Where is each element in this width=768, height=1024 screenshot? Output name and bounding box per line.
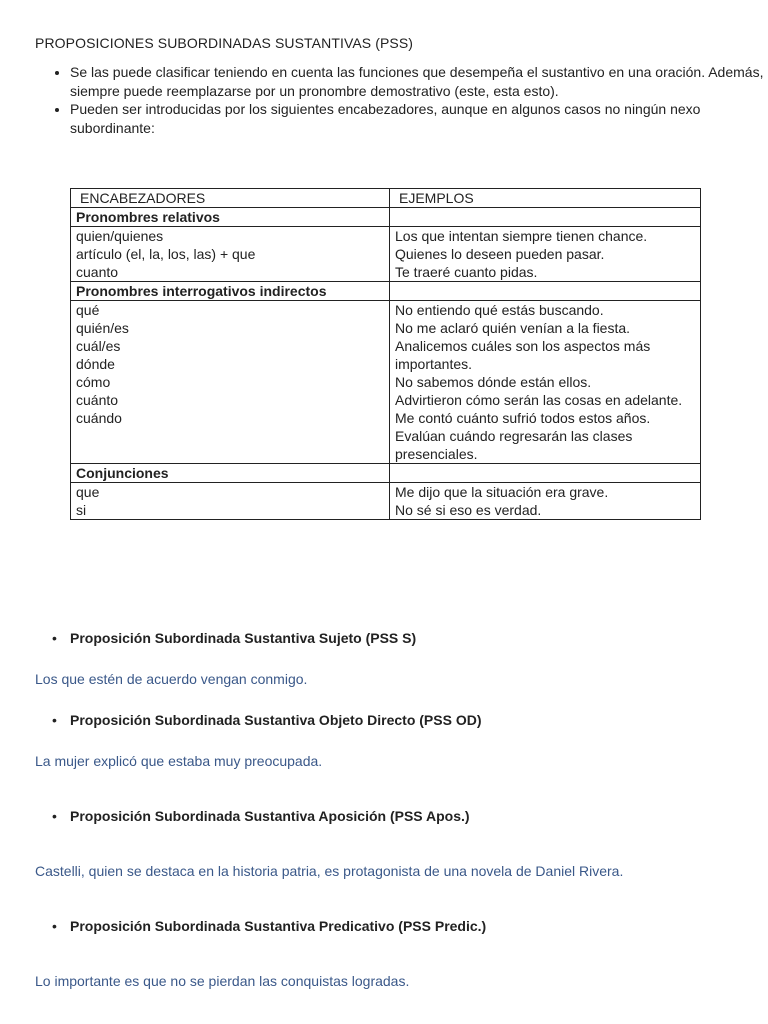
group-name: Pronombres relativos	[71, 208, 390, 227]
encabezadores-cell	[71, 301, 390, 464]
encabezador: quien/quienes	[76, 228, 164, 244]
group-empty-cell	[390, 282, 701, 301]
group-empty-cell	[390, 464, 701, 483]
group-empty-cell	[390, 208, 701, 227]
table-row	[71, 483, 701, 520]
group-row-conjunciones	[71, 464, 701, 483]
bullet-icon: •	[52, 630, 57, 646]
type-heading-text: Proposición Subordinada Sustantiva Objeto Directo (PSS OD)	[70, 712, 482, 728]
ejemplo: Analicemos cuáles son los aspectos más importantes.	[395, 338, 651, 372]
encabezadores-table	[70, 188, 701, 520]
encabezador: si	[76, 502, 87, 518]
encabezador: cuál/es	[76, 338, 121, 354]
type-example-aposicion: Castelli, quien se destaca en la historia patria, es protagonista de una novela de Daniel Rivera.	[35, 863, 624, 879]
ejemplos-cell	[390, 227, 701, 282]
type-example-objeto-directo: La mujer explicó que estaba muy preocupada.	[35, 753, 323, 769]
type-example-predicativo: Lo importante es que no se pierdan las conquistas logradas.	[35, 973, 410, 989]
ejemplo: Advirtieron cómo serán las cosas en adelante.	[395, 392, 683, 408]
ejemplo: Me contó cuánto sufrió todos estos años.	[395, 410, 651, 426]
bullet-icon: •	[52, 712, 57, 728]
table-header-row	[71, 189, 701, 208]
type-heading-sujeto	[52, 630, 416, 646]
page-title: PROPOSICIONES SUBORDINADAS SUSTANTIVAS (PSS)	[35, 35, 414, 51]
ejemplo: No sé si eso es verdad.	[395, 502, 542, 518]
encabezador: artículo (el, la, los, las) + que	[76, 246, 256, 262]
ejemplos-cell	[390, 483, 701, 520]
type-heading-predicativo	[52, 918, 486, 934]
ejemplo: No me aclaró quién venían a la fiesta.	[395, 320, 631, 336]
encabezador: dónde	[76, 356, 115, 372]
ejemplo: Evalúan cuándo regresarán las clases presenciales.	[395, 428, 633, 462]
ejemplo: No entiendo qué estás buscando.	[395, 302, 604, 318]
encabezador: que	[76, 484, 100, 500]
type-heading-text: Proposición Subordinada Sustantiva Sujeto (PSS S)	[70, 630, 417, 646]
encabezador: qué	[76, 302, 100, 318]
encabezador: quién/es	[76, 320, 129, 336]
encabezador: cuanto	[76, 264, 119, 280]
group-name: Conjunciones	[71, 464, 390, 483]
type-heading-objeto-directo	[52, 712, 482, 728]
group-row-pronombres-interrogativos	[71, 282, 701, 301]
encabezador: cómo	[76, 374, 111, 390]
bullet-icon: •	[52, 918, 57, 934]
type-example-sujeto: Los que estén de acuerdo vengan conmigo.	[35, 671, 308, 687]
bullet-icon: •	[52, 808, 57, 824]
encabezadores-cell	[71, 483, 390, 520]
table-row	[71, 301, 701, 464]
group-name: Pronombres interrogativos indirectos	[71, 282, 390, 301]
ejemplos-cell	[390, 301, 701, 464]
ejemplo: Me dijo que la situación era grave.	[395, 484, 609, 500]
intro-list	[35, 63, 768, 137]
encabezadores-cell	[71, 227, 390, 282]
intro-item: • Pueden ser introducidas por los siguientes encabezadores, aunque en algunos casos no ningún nexo subordinante:	[70, 100, 768, 137]
type-heading-text: Proposición Subordinada Sustantiva Aposición (PSS Apos.)	[70, 808, 470, 824]
group-row-pronombres-relativos	[71, 208, 701, 227]
ejemplo: Los que intentan siempre tienen chance.	[395, 228, 648, 244]
encabezador: cuándo	[76, 410, 122, 426]
ejemplo: No sabemos dónde están ellos.	[395, 374, 592, 390]
ejemplo: Te traeré cuanto pidas.	[395, 264, 538, 280]
intro-item: • Se las puede clasificar teniendo en cuenta las funciones que desempeña el sustantivo en una oración. Además, siempre puede reemplazarse por un pronombre demostrativo (este, esta esto).	[70, 63, 768, 100]
table-row	[71, 227, 701, 282]
ejemplo: Quienes lo deseen pueden pasar.	[395, 246, 605, 262]
encabezador: cuánto	[76, 392, 119, 408]
type-heading-aposicion	[52, 808, 470, 824]
header-ejemplos: EJEMPLOS	[390, 189, 701, 208]
type-heading-text: Proposición Subordinada Sustantiva Predicativo (PSS Predic.)	[70, 918, 487, 934]
header-encabezadores: ENCABEZADORES	[71, 189, 390, 208]
